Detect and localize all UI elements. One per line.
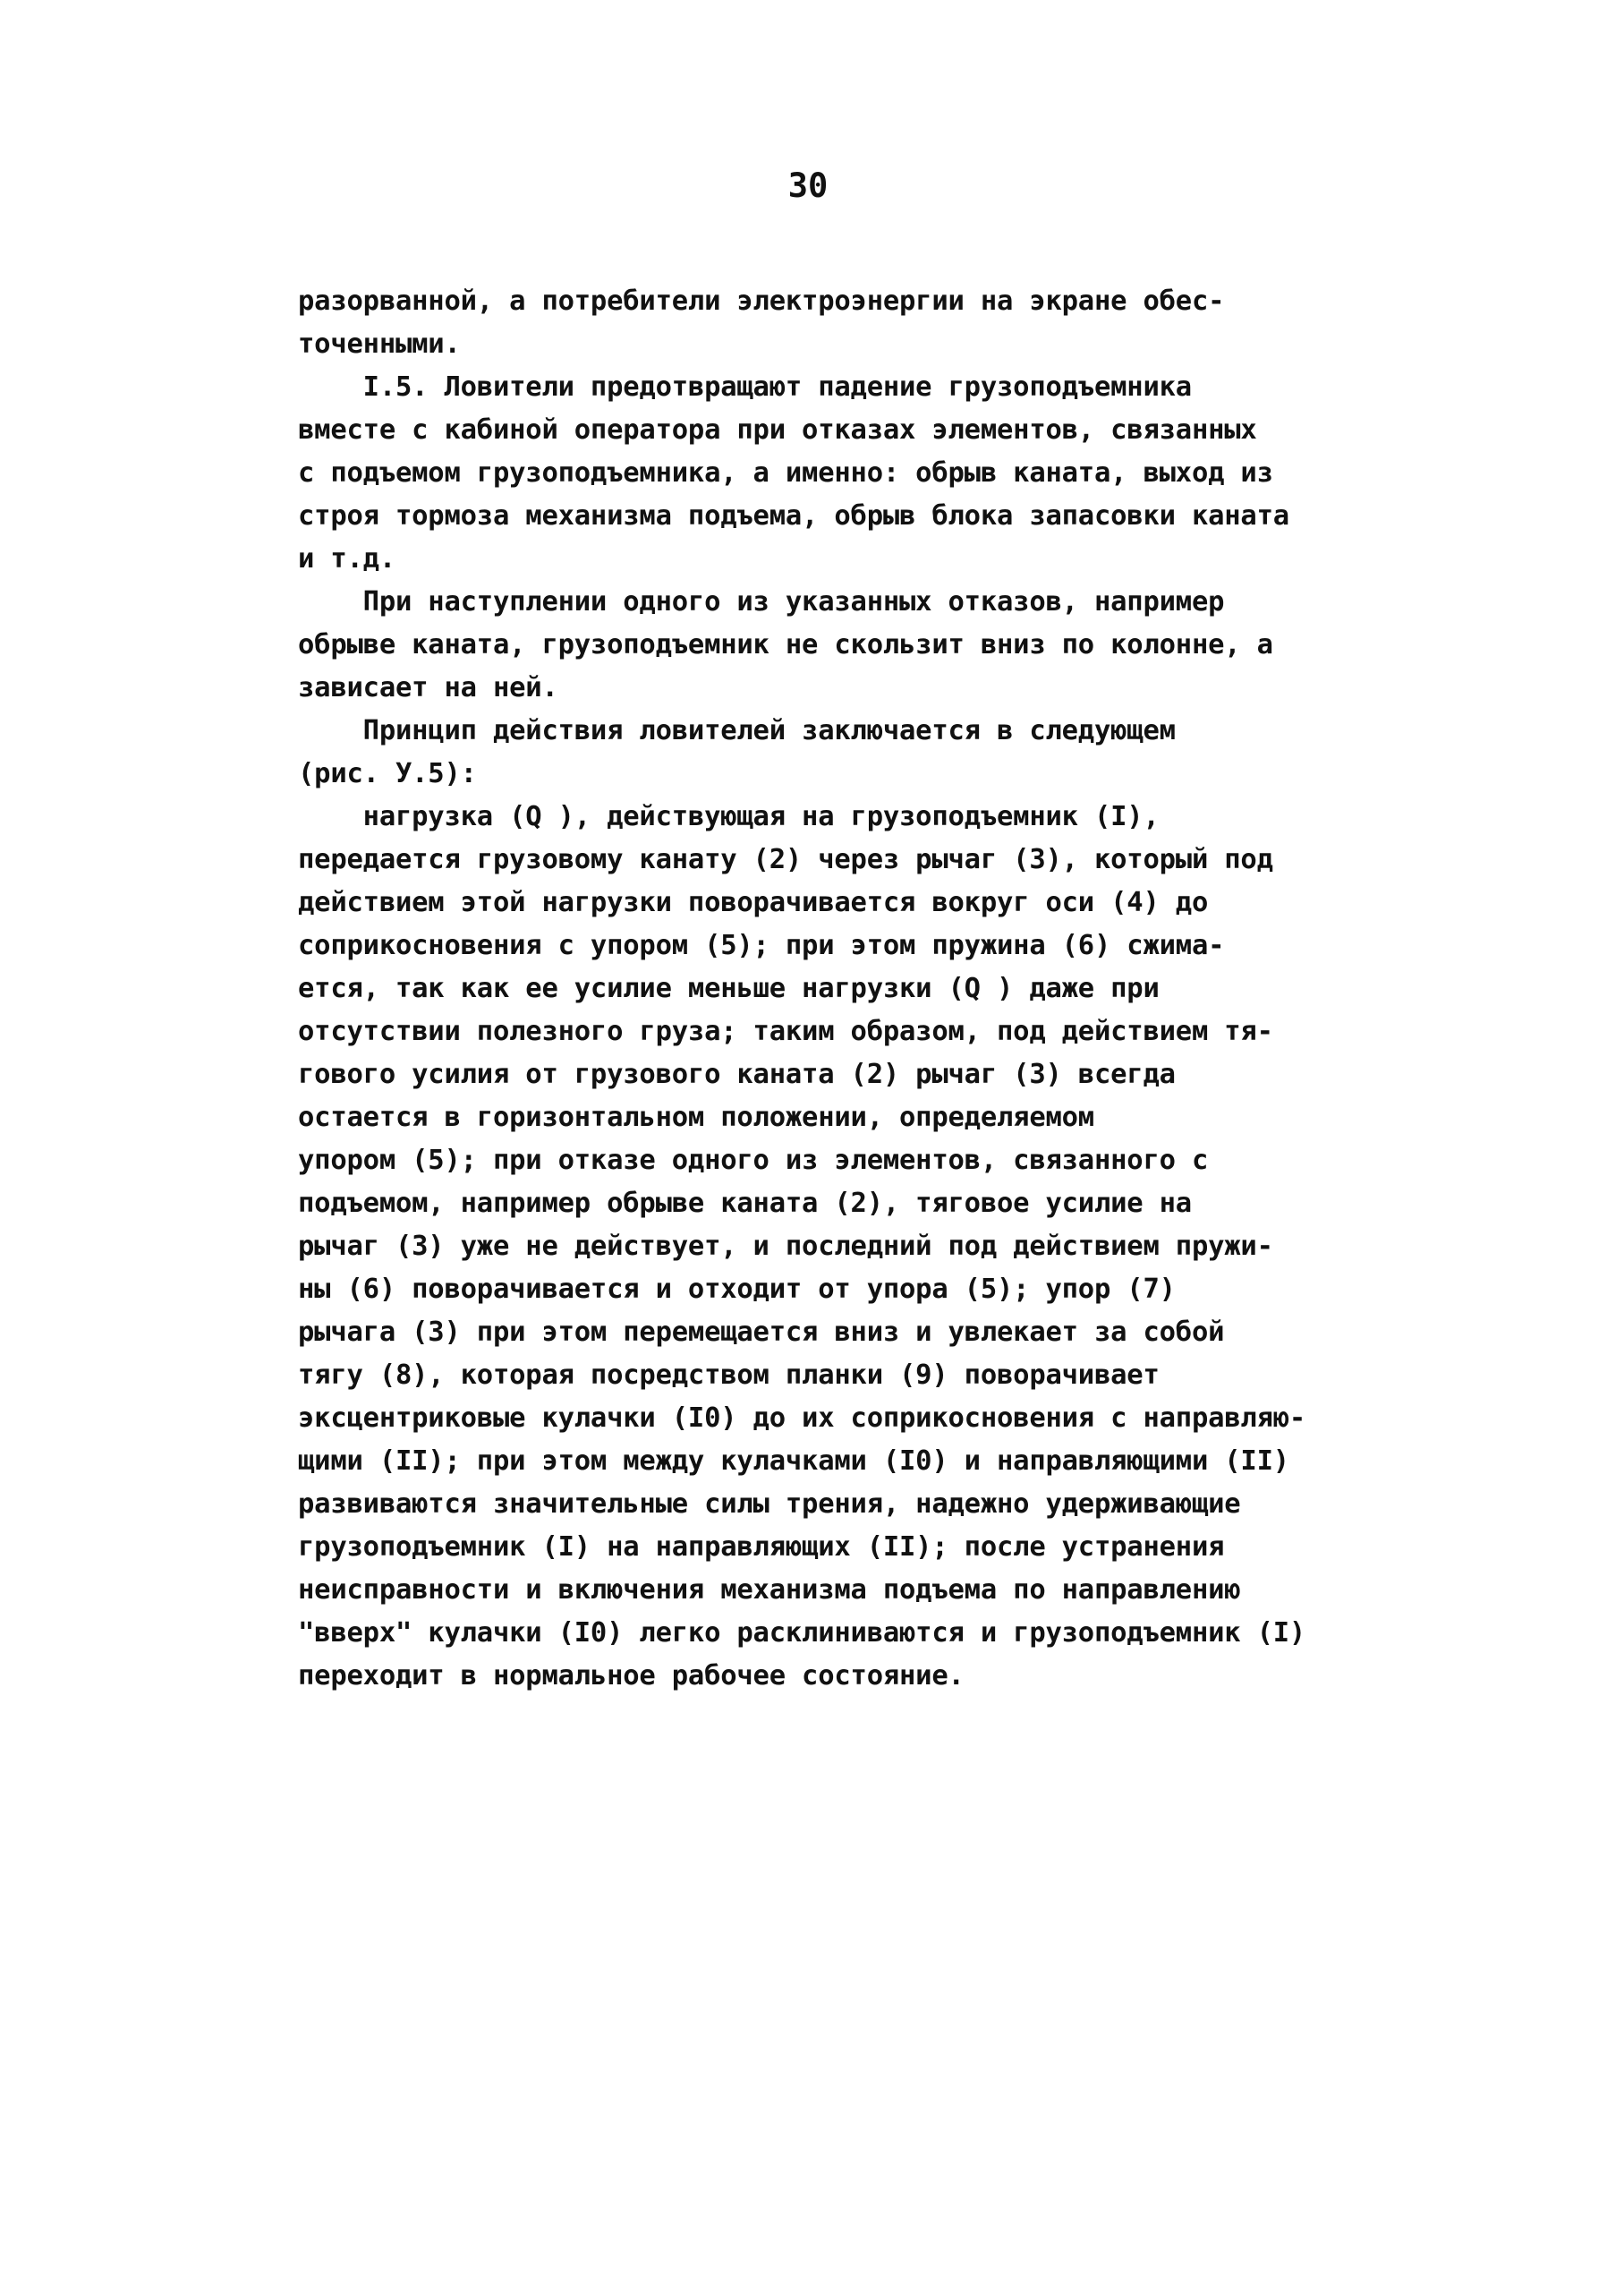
text-line: грузоподъемник (I) на направляющих (II); после устранения (298, 1531, 1225, 1563)
text-line: эксцентриковые кулачки (I0) до их соприкосновения с направляю- (298, 1402, 1306, 1434)
text-line: "вверх" кулачки (I0) легко расклиниваются и грузоподъемник (I) (298, 1617, 1306, 1649)
text-line: зависает на ней. (298, 672, 558, 703)
text-line: строя тормоза механизма подъема, обрыв блока запасовки каната (298, 500, 1289, 532)
text-line: I.5. Ловители предотвращают падение грузоподъемника (298, 371, 1192, 403)
text-line: действием этой нагрузки поворачивается вокруг оси (4) до (298, 887, 1209, 918)
text-line: Принцип действия ловителей заключается в следующем (298, 715, 1176, 746)
text-line: вместе с кабиной оператора при отказах элементов, связанных (298, 414, 1257, 446)
text-line: упором (5); при отказе одного из элементов, связанного с (298, 1145, 1209, 1176)
text-line: ны (6) поворачивается и отходит от упора (5); упор (7) (298, 1274, 1176, 1305)
text-line: переходит в нормальное рабочее состояние. (298, 1660, 965, 1692)
text-line: рычага (3) при этом перемещается вниз и увлекает за собой (298, 1317, 1225, 1348)
text-line: с подъемом грузоподъемника, а именно: обрыв каната, выход из (298, 457, 1273, 489)
text-line: (рис. У.5): (298, 758, 477, 789)
text-line: нагрузка (Q ), действующая на грузоподъемник (I), (298, 801, 1160, 832)
text-line: щими (II); при этом между кулачками (I0) и направляющими (II) (298, 1445, 1289, 1477)
text-line: остается в горизонтальном положении, определяемом (298, 1102, 1094, 1133)
text-line: и т.д. (298, 543, 395, 575)
text-line: подъемом, например обрыве каната (2), тяговое усилие на (298, 1188, 1192, 1219)
text-line: точенными. (298, 328, 461, 360)
text-line: тягу (8), которая посредством планки (9) поворачивает (298, 1359, 1160, 1391)
text-line: ется, так как ее усилие меньше нагрузки (Q ) даже при (298, 973, 1160, 1004)
text-line: развиваются значительные силы трения, надежно удерживающие (298, 1488, 1241, 1520)
text-line: неисправности и включения механизма подъема по направлению (298, 1574, 1241, 1606)
text-line: передается грузовому канату (2) через рычаг (3), который под (298, 844, 1273, 875)
page-number: 30 (787, 166, 829, 205)
text-line: гового усилия от грузового каната (2) рычаг (3) всегда (298, 1059, 1176, 1090)
text-line: рычаг (3) уже не действует, и последний под действием пружи- (298, 1231, 1273, 1262)
text-line: соприкосновения с упором (5); при этом пружина (6) сжима- (298, 930, 1225, 961)
text-line: разорванной, а потребители электроэнергии на экране обес- (298, 286, 1225, 317)
text-line: При наступлении одного из указанных отказов, например (298, 586, 1225, 618)
text-line: обрыве каната, грузоподъемник не скользит вниз по колонне, а (298, 629, 1273, 660)
text-line: отсутствии полезного груза; таким образом, под действием тя- (298, 1016, 1273, 1047)
